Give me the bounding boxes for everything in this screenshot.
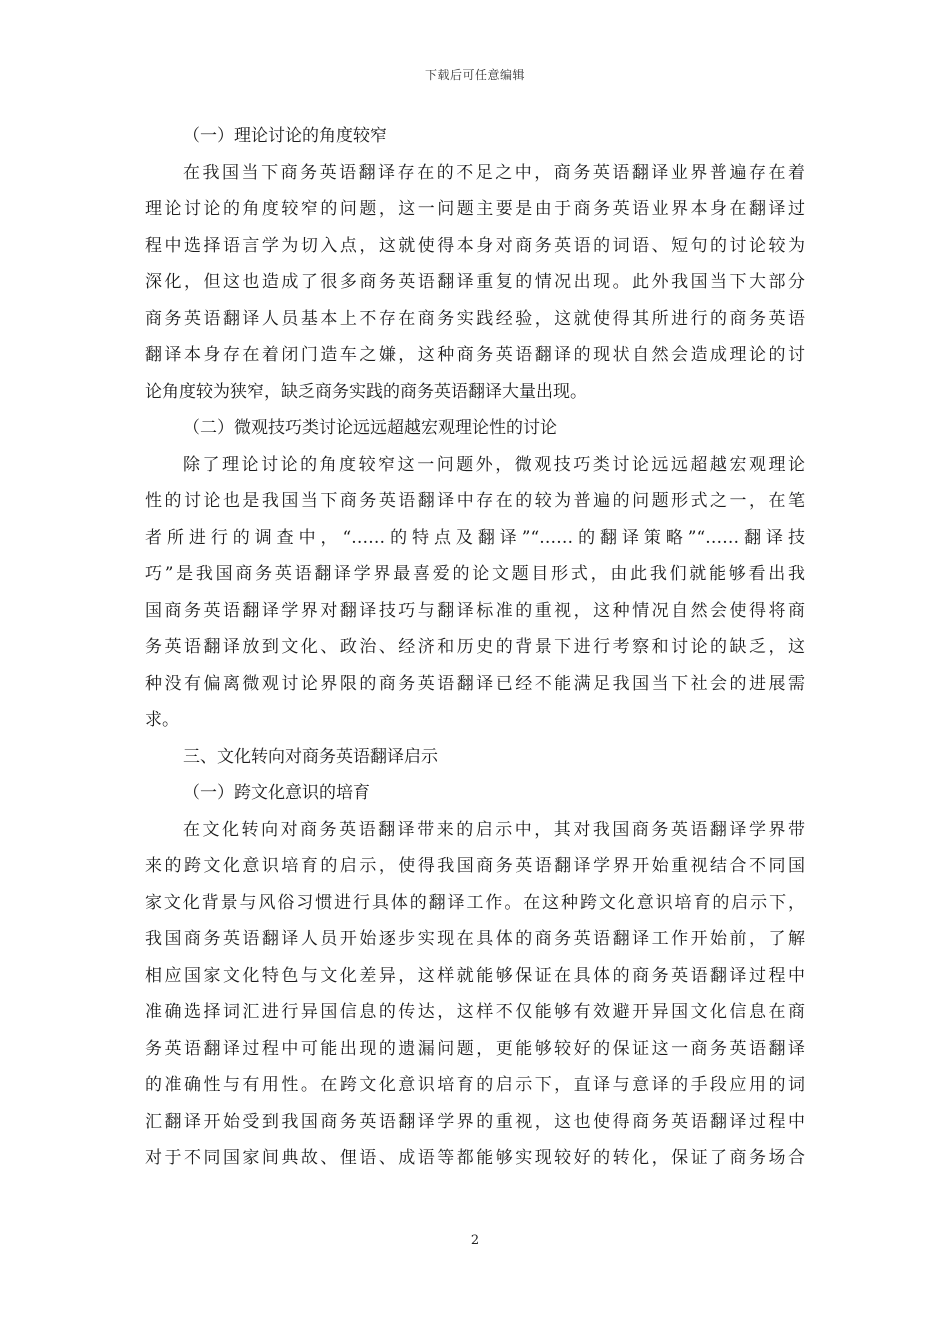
text-line: 相应国家文化特色与文化差异，这样就能够保证在具体的商务英语翻译过程中: [145, 965, 805, 986]
text-line: 除了理论讨论的角度较窄这一问题外，微观技巧类讨论远远超越宏观理论: [183, 454, 805, 475]
section-heading: （一）理论讨论的角度较窄: [183, 126, 387, 146]
section-heading: （二）微观技巧类讨论远远超越宏观理论性的讨论: [183, 418, 557, 438]
text-line: 务英语翻译放到文化、政治、经济和历史的背景下进行考察和讨论的缺乏，这: [145, 637, 805, 657]
text-line: 商务英语翻译人员基本上不存在商务实践经验，这就使得其所进行的商务英语: [145, 308, 805, 329]
text-line: 在我国当下商务英语翻译存在的不足之中，商务英语翻译业界普遍存在着: [183, 162, 805, 183]
text-line: 求。: [145, 710, 179, 730]
page-number: 2: [470, 1233, 480, 1248]
text-line: 巧”是我国商务英语翻译学界最喜爱的论文题目形式，由此我们就能够看出我: [145, 564, 805, 584]
text-line: 务英语翻译过程中可能出现的遗漏问题，更能够较好的保证这一商务英语翻译: [145, 1038, 805, 1059]
text-line: 汇翻译开始受到我国商务英语翻译学界的重视，这也使得商务英语翻译过程中: [145, 1111, 805, 1132]
text-line: 对于不同国家间典故、俚语、成语等都能够实现较好的转化，保证了商务场合: [145, 1148, 805, 1168]
text-line: 家文化背景与风俗习惯进行具体的翻译工作。在这种跨文化意识培育的启示下，: [145, 892, 805, 913]
section-heading: 三、文化转向对商务英语翻译启示: [183, 746, 438, 767]
text-line: 的准确性与有用性。在跨文化意识培育的启示下，直译与意译的手段应用的词: [145, 1075, 805, 1095]
page-header-note: 下载后可任意编辑: [424, 68, 525, 82]
text-line: 理论讨论的角度较窄的问题，这一问题主要是由于商务英语业界本身在翻译过: [145, 199, 805, 219]
text-line: 准确选择词汇进行异国信息的传达，这样不仅能够有效避开异国文化信息在商: [145, 1002, 805, 1022]
text-line: 翻译本身存在着闭门造车之嫌，这种商务英语翻译的现状自然会造成理论的讨: [145, 345, 805, 365]
text-line: 我国商务英语翻译人员开始逐步实现在具体的商务英语翻译工作开始前，了解: [145, 929, 805, 949]
text-line: 来的跨文化意识培育的启示，使得我国商务英语翻译学界开始重视结合不同国: [145, 856, 805, 876]
text-line: 论角度较为狭窄，缺乏商务实践的商务英语翻译大量出现。: [145, 381, 587, 402]
text-line: 在文化转向对商务英语翻译带来的启示中，其对我国商务英语翻译学界带: [183, 819, 805, 840]
document-body: [145, 118, 805, 1177]
section-heading: （一）跨文化意识的培育: [183, 783, 370, 803]
text-line: 深化，但这也造成了很多商务英语翻译重复的情况出现。此外我国当下大部分: [145, 272, 805, 292]
text-line: 者所进行的调查中，“……的特点及翻译”“……的翻译策略”“……翻译技: [145, 527, 805, 548]
text-line: 性的讨论也是我国当下商务英语翻译中存在的较为普遍的问题形式之一，在笔: [145, 491, 805, 511]
text-line: 程中选择语言学为切入点，这就使得本身对商务英语的词语、短句的讨论较为: [145, 235, 805, 256]
text-line: 种没有偏离微观讨论界限的商务英语翻译已经不能满足我国当下社会的进展需: [145, 673, 805, 694]
text-line: 国商务英语翻译学界对翻译技巧与翻译标准的重视，这种情况自然会使得将商: [145, 600, 805, 621]
